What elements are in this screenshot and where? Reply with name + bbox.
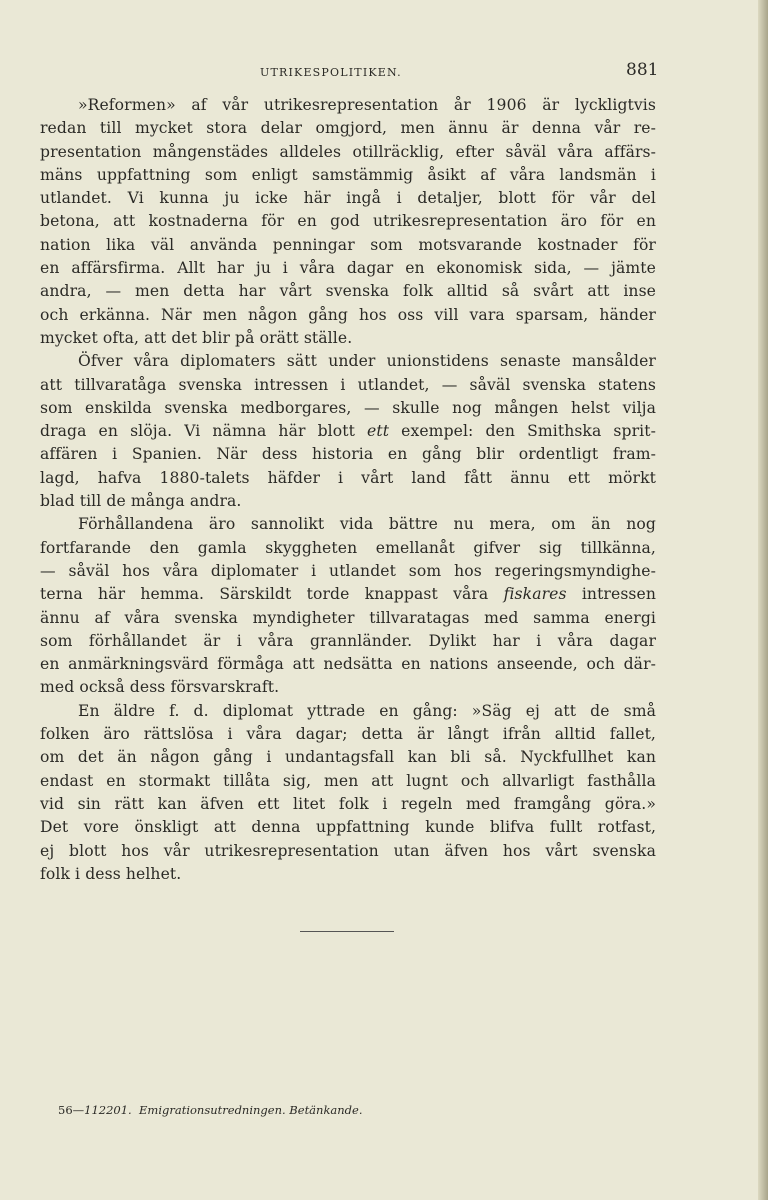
text-line-content: mycket ofta, att det blir på orätt ställe. [40,328,353,347]
text-line [40,560,656,583]
emphasized-word: fiskares [503,585,567,604]
text-line-content: exempel: den Smithska sprit- [389,422,656,441]
text-line [40,863,656,886]
text-line [40,467,656,490]
text-line [40,257,656,280]
running-title: UTRIKESPOLITIKEN. [260,66,402,79]
text-line [40,607,656,630]
text-line [40,513,656,536]
text-line-content: nation lika väl använda penningar som motsvarande kostnader för [40,235,656,254]
text-line-content: draga en slöja. Vi nämna här blott [40,422,368,441]
text-line [40,141,656,164]
footer-signature: 56 [58,1103,73,1117]
text-line [40,816,656,839]
text-line-content: som förhållandet är i våra grannländer. Dylikt har i våra dagar [40,631,656,650]
text-line-content: folken äro rättslösa i våra dagar; detta är långt ifrån alltid fallet, [40,725,656,744]
text-line-content: Det vore önskligt att denna uppfattning kunde blifva fullt rotfast, [40,818,656,837]
text-line [40,234,656,257]
text-line [40,327,656,350]
text-line [40,700,656,723]
text-line-content: ej blott hos vår utrikesrepresentation utan äfven hos vårt svenska [40,841,656,860]
text-line-content: en anmärkningsvärd förmåga att nedsätta en nations anseende, och där- [40,655,656,674]
text-line [40,537,656,560]
text-line [40,653,656,676]
text-line [40,676,656,699]
section-end-rule [300,931,394,932]
text-line [40,630,656,653]
text-line [40,280,656,303]
text-line-content: med också dess försvarskraft. [40,678,280,697]
text-line-content: fortfarande den gamla skyggheten emellanåt gifver sig tillkänna, [40,538,656,557]
text-line-content: att tillvaratåga svenska intressen i utlandet, — såväl svenska statens [40,375,656,394]
text-line-content: — såväl hos våra diplomater i utlandet som hos regeringsmyndighe- [40,561,656,580]
text-line [40,187,656,210]
text-line [40,374,656,397]
text-line-content: Öfver våra diplomaters sätt under unionstidens senaste mansålder [78,352,656,371]
text-line [40,793,656,816]
text-line-content: en affärsfirma. Allt har ju i våra dagar en ekonomisk sida, — jämte [40,259,656,278]
text-line-content: blad till de många andra. [40,492,242,511]
body-text [40,94,656,886]
text-line-content: mäns uppfattning som enligt samstämmig åsikt af våra landsmän i [40,165,656,184]
text-line [40,350,656,373]
text-line [40,770,656,793]
text-line-content: betona, att kostnaderna för en god utrikesrepresentation äro för en [40,212,656,231]
text-line-content: »Reformen» af vår utrikesrepresentation år 1906 är lyckligtvis [78,96,656,114]
text-line-content: endast en stormakt tillåta sig, men att lugnt och allvarligt fasthålla [40,771,656,790]
printer-footer [58,1103,363,1117]
footer-print-code: —112201. [72,1103,132,1117]
emphasized-word: ett [367,422,390,441]
text-line-content: som enskilda svenska medborgares, — skulle nog mången helst vilja [40,398,656,417]
text-line-content: terna här hemma. Särskildt torde knappast våra [40,585,504,604]
text-line [40,583,656,606]
text-line [40,397,656,420]
text-line-content: och erkänna. När men någon gång hos oss vill vara sparsam, händer [40,305,656,324]
text-line [40,840,656,863]
text-line [40,723,656,746]
text-line-content: affären i Spanien. När dess historia en gång blir ordentligt fram- [40,445,656,464]
text-line-content: presentation mångenstädes alldeles otillräcklig, efter såväl våra affärs- [40,142,656,161]
footer-series: Emigrationsutredningen. Betänkande. [139,1103,363,1117]
text-line [40,490,656,513]
text-line [40,443,656,466]
text-line [40,420,656,443]
text-line-content: En äldre f. d. diplomat yttrade en gång: »Säg ej att de små [78,701,656,720]
text-line [40,746,656,769]
text-line-content: om det än någon gång i undantagsfall kan bli så. Nyckfullhet kan [40,748,656,767]
text-line-content: lagd, hafva 1880-talets häfder i vårt land fått ännu ett mörkt [40,468,656,487]
text-line [40,117,656,140]
text-line [40,304,656,327]
text-line-content: andra, — men detta har vårt svenska folk alltid så svårt att inse [40,282,656,301]
text-line-content: intressen [566,585,656,604]
text-line-content: ännu af våra svenska myndigheter tillvaratagas med samma energi [40,608,656,627]
text-line-content: Förhållandena äro sannolikt vida bättre nu mera, om än nog [78,515,656,534]
text-line-content: redan till mycket stora delar omgjord, men ännu är denna vår re- [40,119,656,138]
page-number: 881 [626,60,659,80]
text-line [40,164,656,187]
text-line-content: utlandet. Vi kunna ju icke här ingå i detaljer, blott för vår del [40,189,656,208]
text-line [40,210,656,233]
running-head [0,60,758,84]
text-line-content: vid sin rätt kan äfven ett litet folk i regeln med framgång göra.» [40,794,656,813]
text-line-content: folk i dess helhet. [40,864,182,883]
page-edge [758,0,768,1200]
text-line [40,94,656,117]
